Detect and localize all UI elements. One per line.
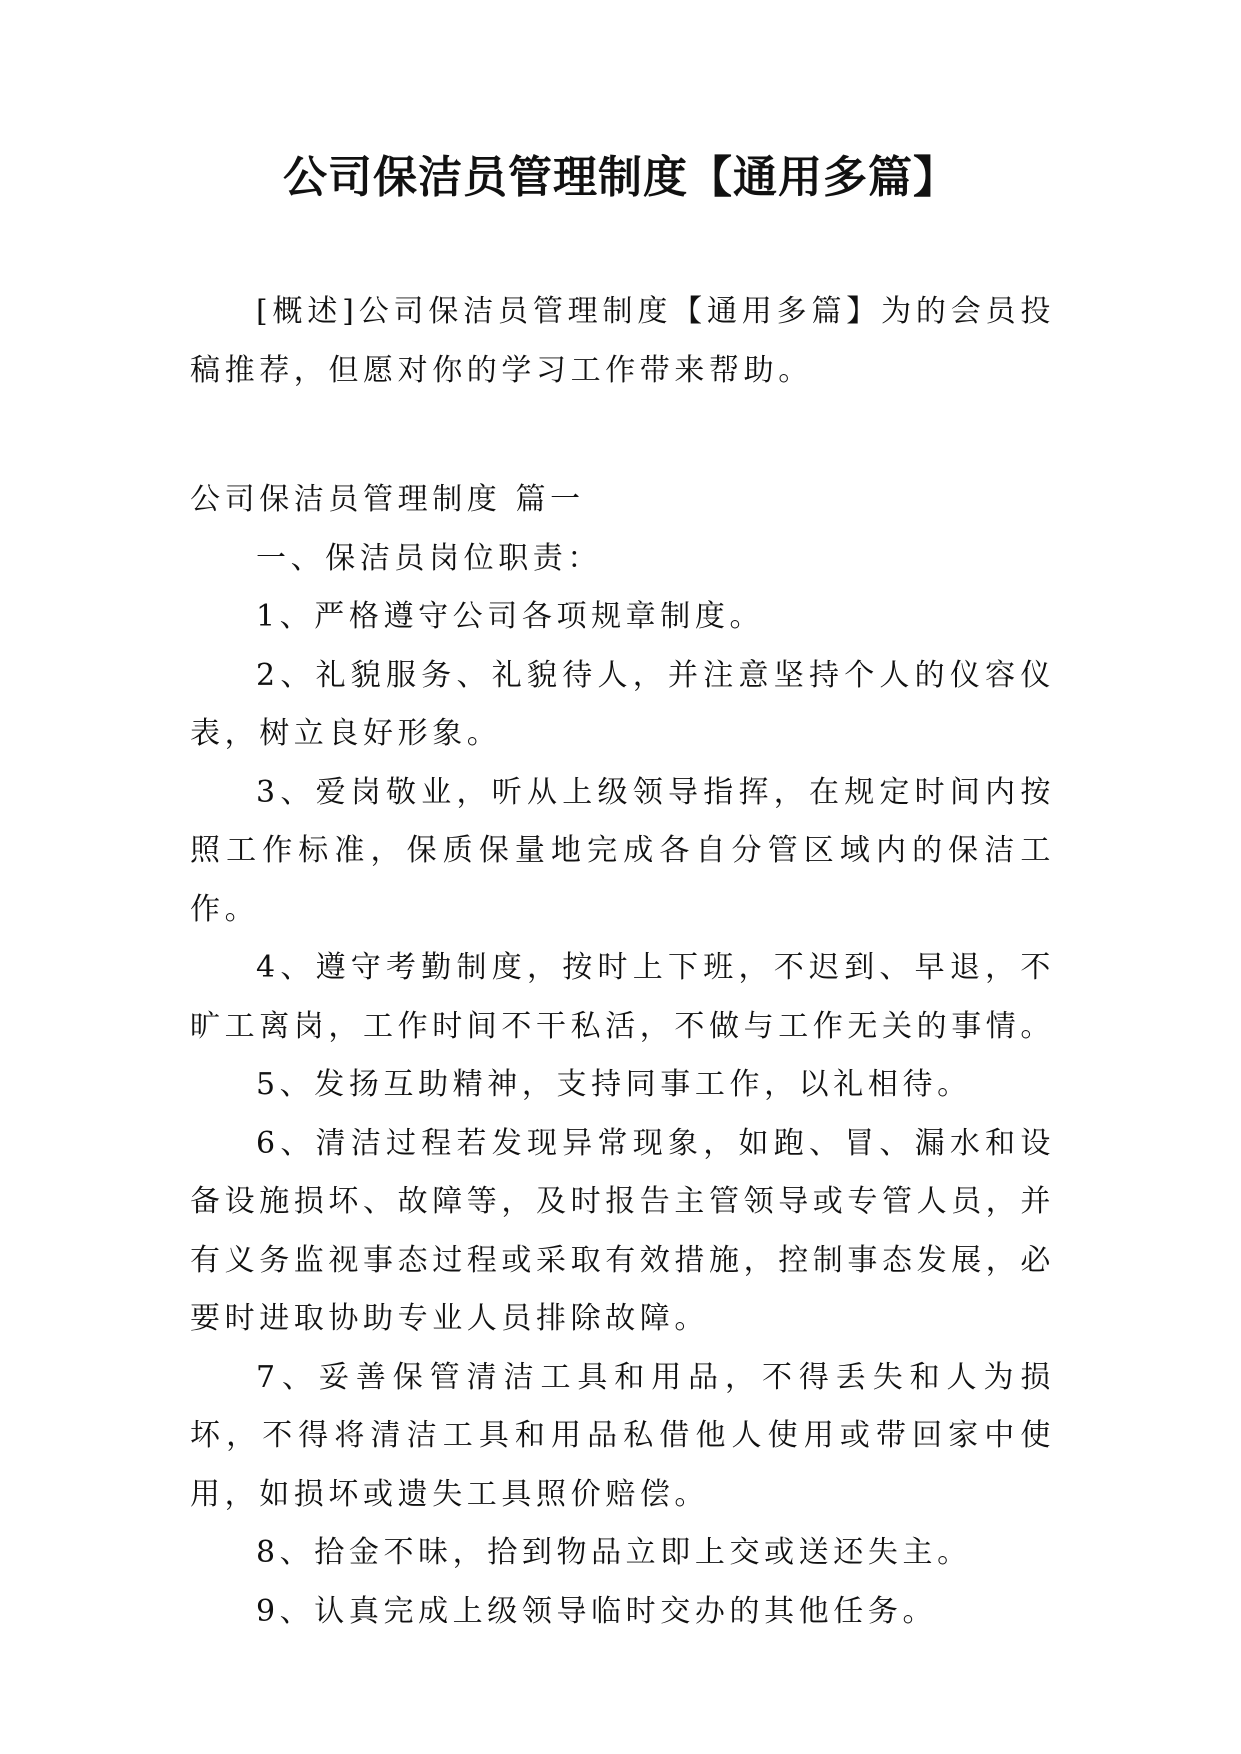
document-title: 公司保洁员管理制度【通用多篇】 xyxy=(283,152,958,203)
list-item: 6、清洁过程若发现异常现象，如跑、冒、漏水和设备设施损坏、故障等，及时报告主管领导或专管人员，并有义务监视事态过程或采取有效措施，控制事态发展，必要时进取协助专业人员排除故障。 xyxy=(190,1125,1055,1336)
list-item: 1、严格遵守公司各项规章制度。 xyxy=(256,599,765,634)
list-item: 4、遵守考勤制度，按时上下班，不迟到、早退，不旷工离岗，工作时间不干私活，不做与工作无关的事情。 xyxy=(190,950,1055,1044)
document-body xyxy=(190,283,1055,1641)
list-item: 8、拾金不昧，拾到物品立即上交或送还失主。 xyxy=(256,1535,972,1570)
section-heading: 公司保洁员管理制度 篇一 xyxy=(190,482,585,517)
subsection-heading: 一、保洁员岗位职责： xyxy=(256,540,602,576)
list-item: 9、认真完成上级领导临时交办的其他任务。 xyxy=(256,1593,938,1629)
paragraph-spacer xyxy=(190,400,1055,471)
list-item: 5、发扬互助精神，支持同事工作，以礼相待。 xyxy=(256,1067,972,1102)
list-item: 3、爱岗敬业，听从上级领导指挥，在规定时间内按照工作标准，保质保量地完成各自分管区域内的保洁工作。 xyxy=(190,774,1055,927)
summary-paragraph: [概述]公司保洁员管理制度【通用多篇】为的会员投稿推荐，但愿对你的学习工作带来帮助。 xyxy=(190,294,1055,388)
list-item: 2、礼貌服务、礼貌待人，并注意坚持个人的仪容仪表，树立良好形象。 xyxy=(190,657,1055,751)
list-item: 7、妥善保管清洁工具和用品，不得丢失和人为损坏，不得将清洁工具和用品私借他人使用或带回家中使用，如损坏或遗失工具照价赔偿。 xyxy=(190,1359,1055,1512)
